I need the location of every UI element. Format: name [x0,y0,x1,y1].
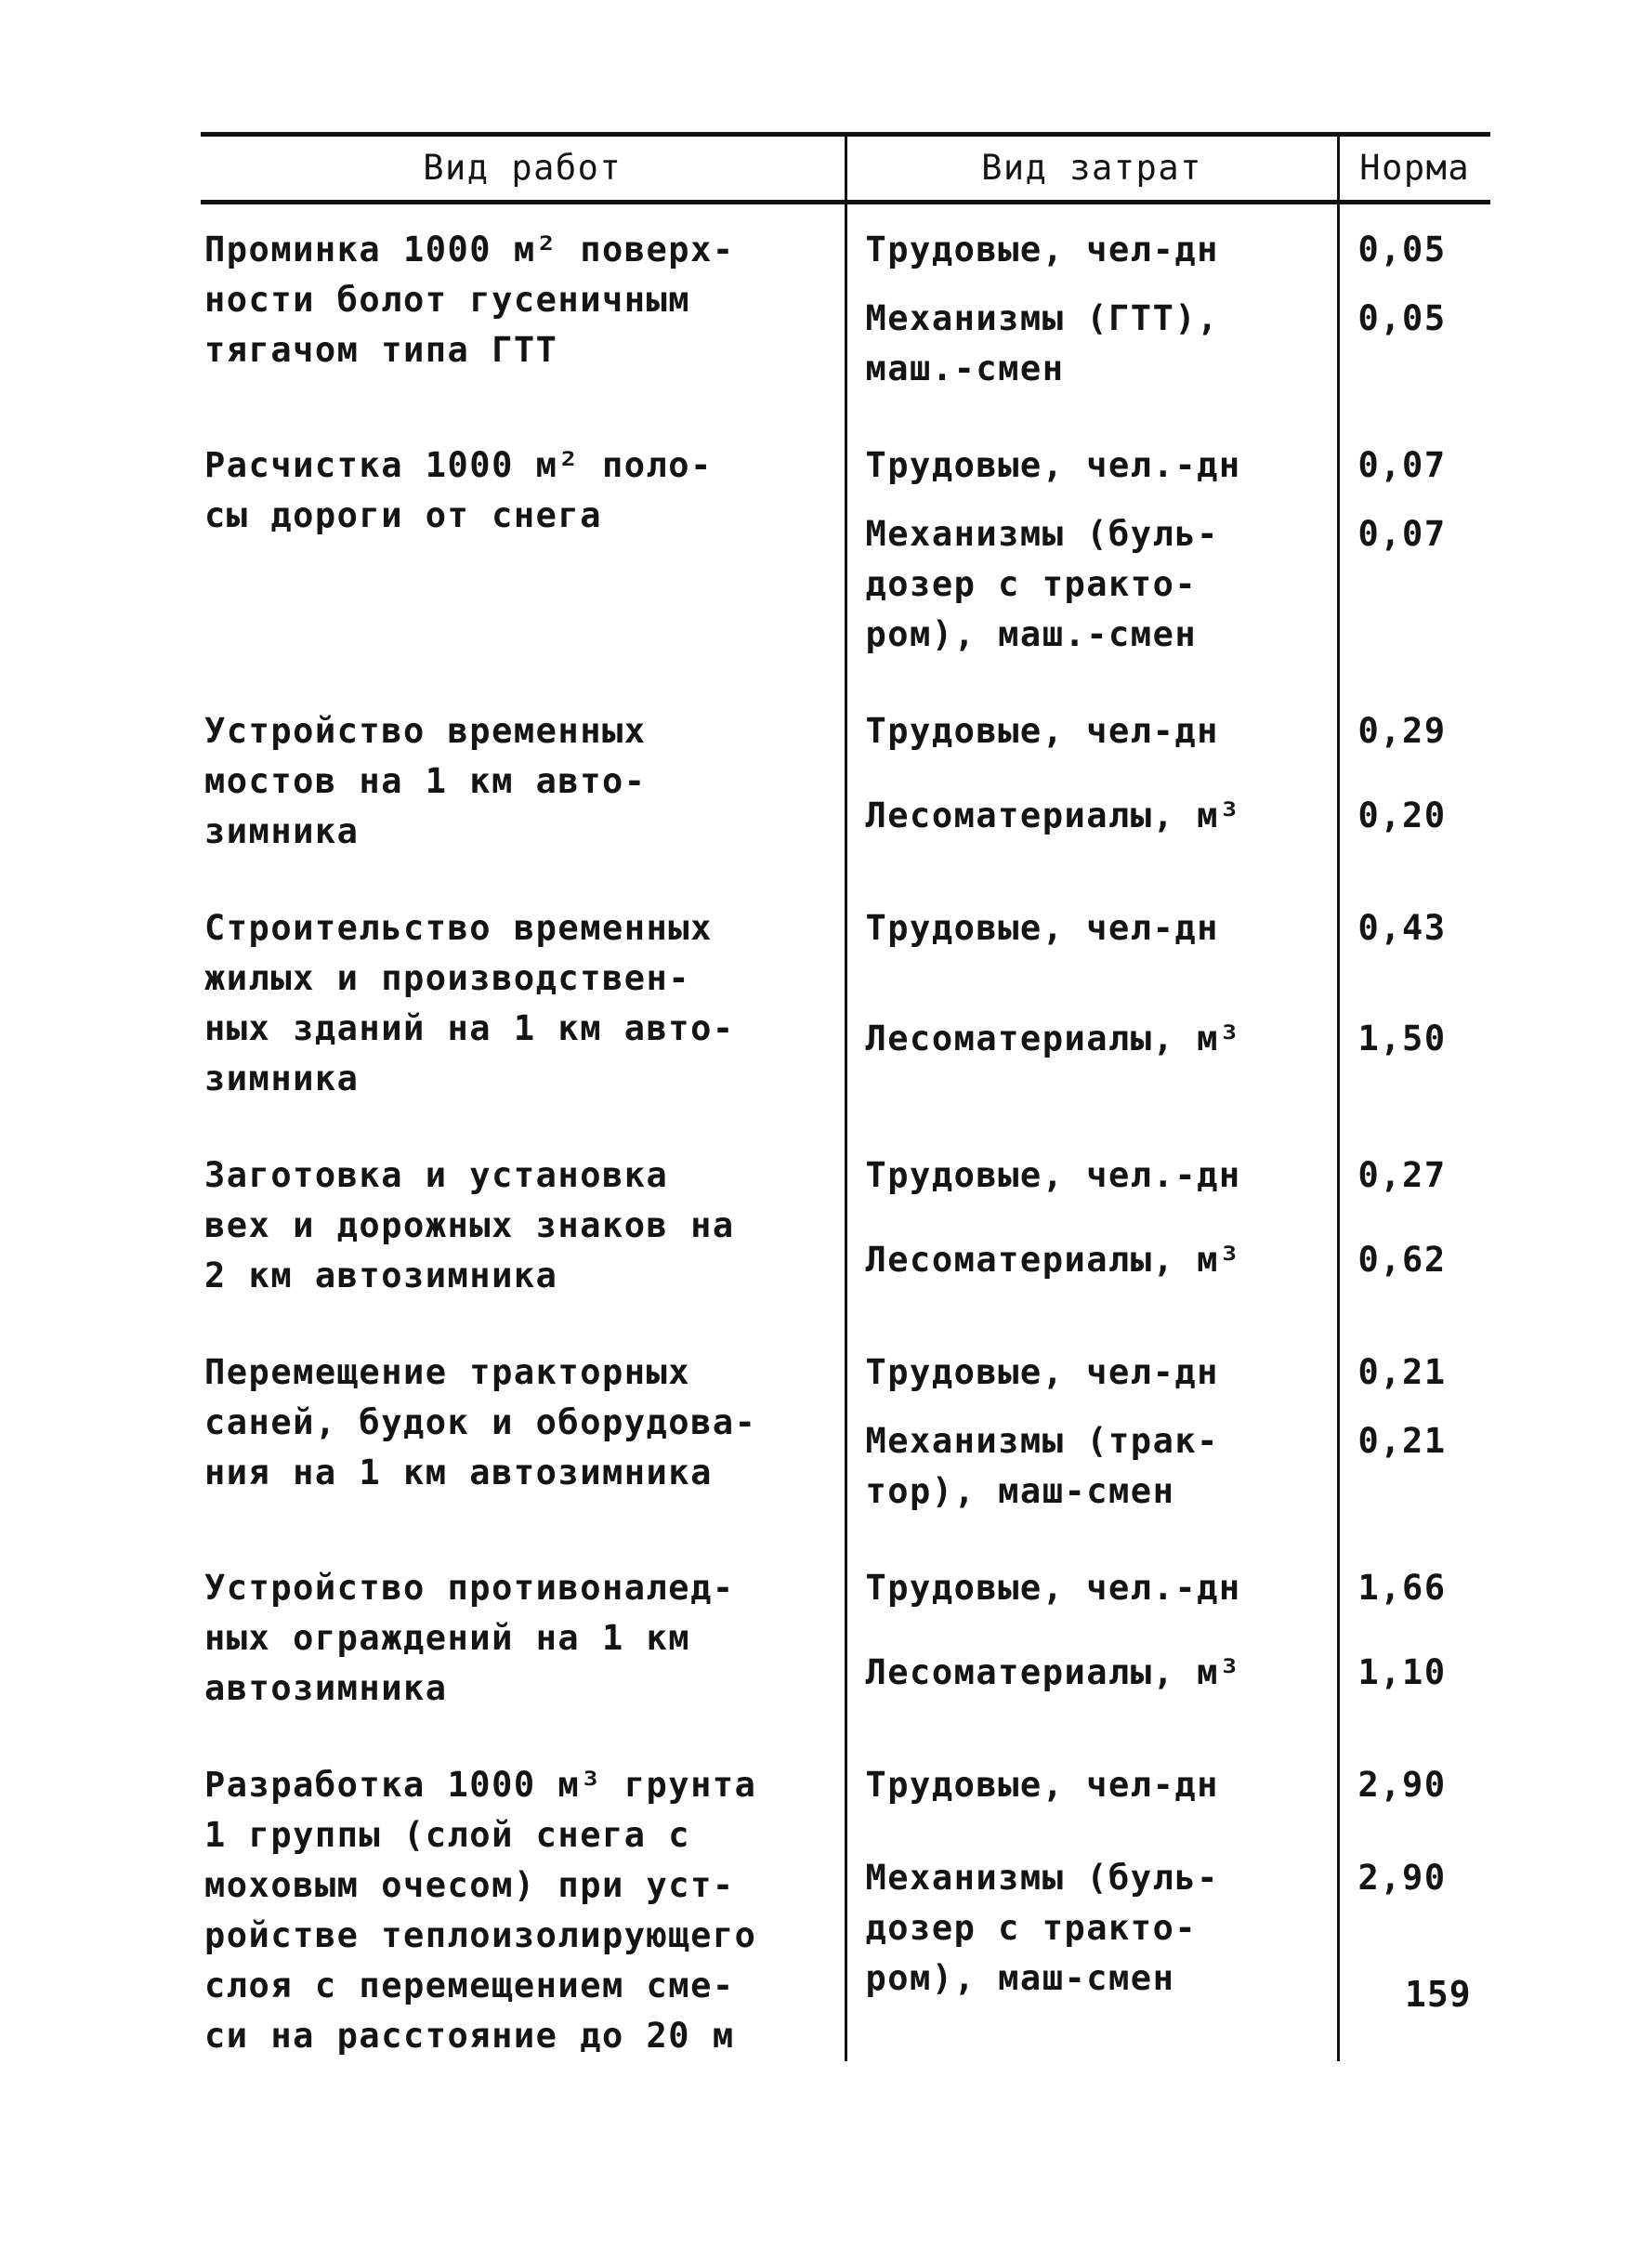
spacer-cell [201,1517,846,1543]
norm-value-cell: 1,66 [1338,1543,1490,1629]
page-number: 159 [1405,1974,1472,2015]
row-spacer [201,394,1490,420]
row-spacer [201,1104,1490,1130]
work-type-cell: Строительство временных жилых и производствен- ных зданий на 1 км авто- зимника [204,908,735,1098]
spacer-cell [201,1104,846,1130]
cost-type-cell: Лесоматериалы, м³ [846,1629,1338,1714]
cost-type-cell: Механизмы (ГТТ), маш.-смен [846,275,1338,394]
work-type-cell: Устройство временных мостов на 1 км авто- зимника [204,711,647,851]
spacer-cell [846,1714,1338,1740]
norm-value-cell: 0,29 [1338,686,1490,772]
cost-type-cell: Лесоматериалы, м³ [846,995,1338,1104]
spacer-cell [846,660,1338,686]
table-row [201,420,1490,491]
spacer-cell [846,1104,1338,1130]
table-header-row [201,135,1490,203]
spacer-cell [846,394,1338,420]
cost-type-cell: Лесоматериалы, м³ [846,1216,1338,1301]
spacer-cell [201,1301,846,1327]
spacer-cell [846,857,1338,883]
work-type-cell: Расчистка 1000 м² поло- сы дороги от снега [204,445,713,535]
cost-type-cell: Трудовые, чел-дн [846,686,1338,772]
cost-type-cell: Трудовые, чел-дн [846,1327,1338,1398]
cost-type-cell: Трудовые, чел.-дн [846,1543,1338,1629]
table-body [201,203,1490,2062]
table-row [201,883,1490,995]
row-spacer [201,1301,1490,1327]
table-row [201,1543,1490,1629]
cost-type-cell: Механизмы (буль- дозер с тракто- ром), маш.-смен [846,491,1338,660]
norm-value-cell: 0,20 [1338,772,1490,857]
norm-value-cell: 0,07 [1338,491,1490,660]
cost-type-cell: Трудовые, чел-дн [846,203,1338,276]
row-spacer [201,1714,1490,1740]
spacer-cell [1338,1517,1490,1543]
spacer-cell [846,1301,1338,1327]
norm-value-cell: 1,10 [1338,1629,1490,1714]
spacer-cell [201,660,846,686]
norm-value-cell: 1,50 [1338,995,1490,1104]
norm-value-cell: 0,43 [1338,883,1490,995]
spacer-cell [201,1714,846,1740]
spacer-cell [1338,660,1490,686]
work-type-cell: Разработка 1000 м³ грунта 1 группы (слой снега с моховым очесом) при уст- ройстве теплоизолирующего слоя с перемещением сме- си на расстояние до 20 м [204,1765,757,2056]
work-type-cell: Заготовка и установка вех и дорожных знаков на 2 км автозимника [204,1155,735,1295]
spacer-cell [201,857,846,883]
spacer-cell [1338,1714,1490,1740]
cost-type-cell: Механизмы (буль- дозер с тракто- ром), маш-смен [846,1834,1338,2061]
cost-type-cell: Механизмы (трак- тор), маш-смен [846,1398,1338,1517]
norms-table [201,132,1490,2061]
cost-type-cell: Трудовые, чел.-дн [846,420,1338,491]
spacer-cell [1338,1104,1490,1130]
table-row [201,203,1490,276]
cost-type-cell: Лесоматериалы, м³ [846,772,1338,857]
spacer-cell [1338,394,1490,420]
header-work-type: Вид работ [201,135,846,203]
cost-type-cell: Трудовые, чел-дн [846,1740,1338,1834]
table-row [201,686,1490,772]
spacer-cell [201,394,846,420]
table-row [201,1130,1490,1216]
header-cost-type: Вид затрат [846,135,1338,203]
norm-value-cell: 0,05 [1338,203,1490,276]
norm-value-cell: 0,21 [1338,1398,1490,1517]
cost-type-cell: Трудовые, чел.-дн [846,1130,1338,1216]
norm-value-cell: 0,05 [1338,275,1490,394]
norm-value-cell: 0,21 [1338,1327,1490,1398]
work-type-cell: Перемещение тракторных саней, будок и оборудова- ния на 1 км автозимника [204,1352,757,1492]
spacer-cell [846,1517,1338,1543]
norm-value-cell: 2,90 [1338,1740,1490,1834]
row-spacer [201,857,1490,883]
norm-value-cell: 0,27 [1338,1130,1490,1216]
norm-value-cell: 0,62 [1338,1216,1490,1301]
work-type-cell: Устройство противоналед- ных ограждений на 1 км автозимника [204,1568,735,1708]
spacer-cell [1338,857,1490,883]
norm-value-cell: 2,90 [1338,1834,1490,2061]
norm-value-cell: 0,07 [1338,420,1490,491]
row-spacer [201,1517,1490,1543]
table-row [201,1740,1490,1834]
work-type-cell: Проминка 1000 м² поверх- ности болот гусеничным тягачом типа ГТТ [204,230,735,370]
header-norm: Норма [1338,135,1490,203]
table-row [201,1327,1490,1398]
spacer-cell [1338,1301,1490,1327]
cost-type-cell: Трудовые, чел-дн [846,883,1338,995]
row-spacer [201,660,1490,686]
